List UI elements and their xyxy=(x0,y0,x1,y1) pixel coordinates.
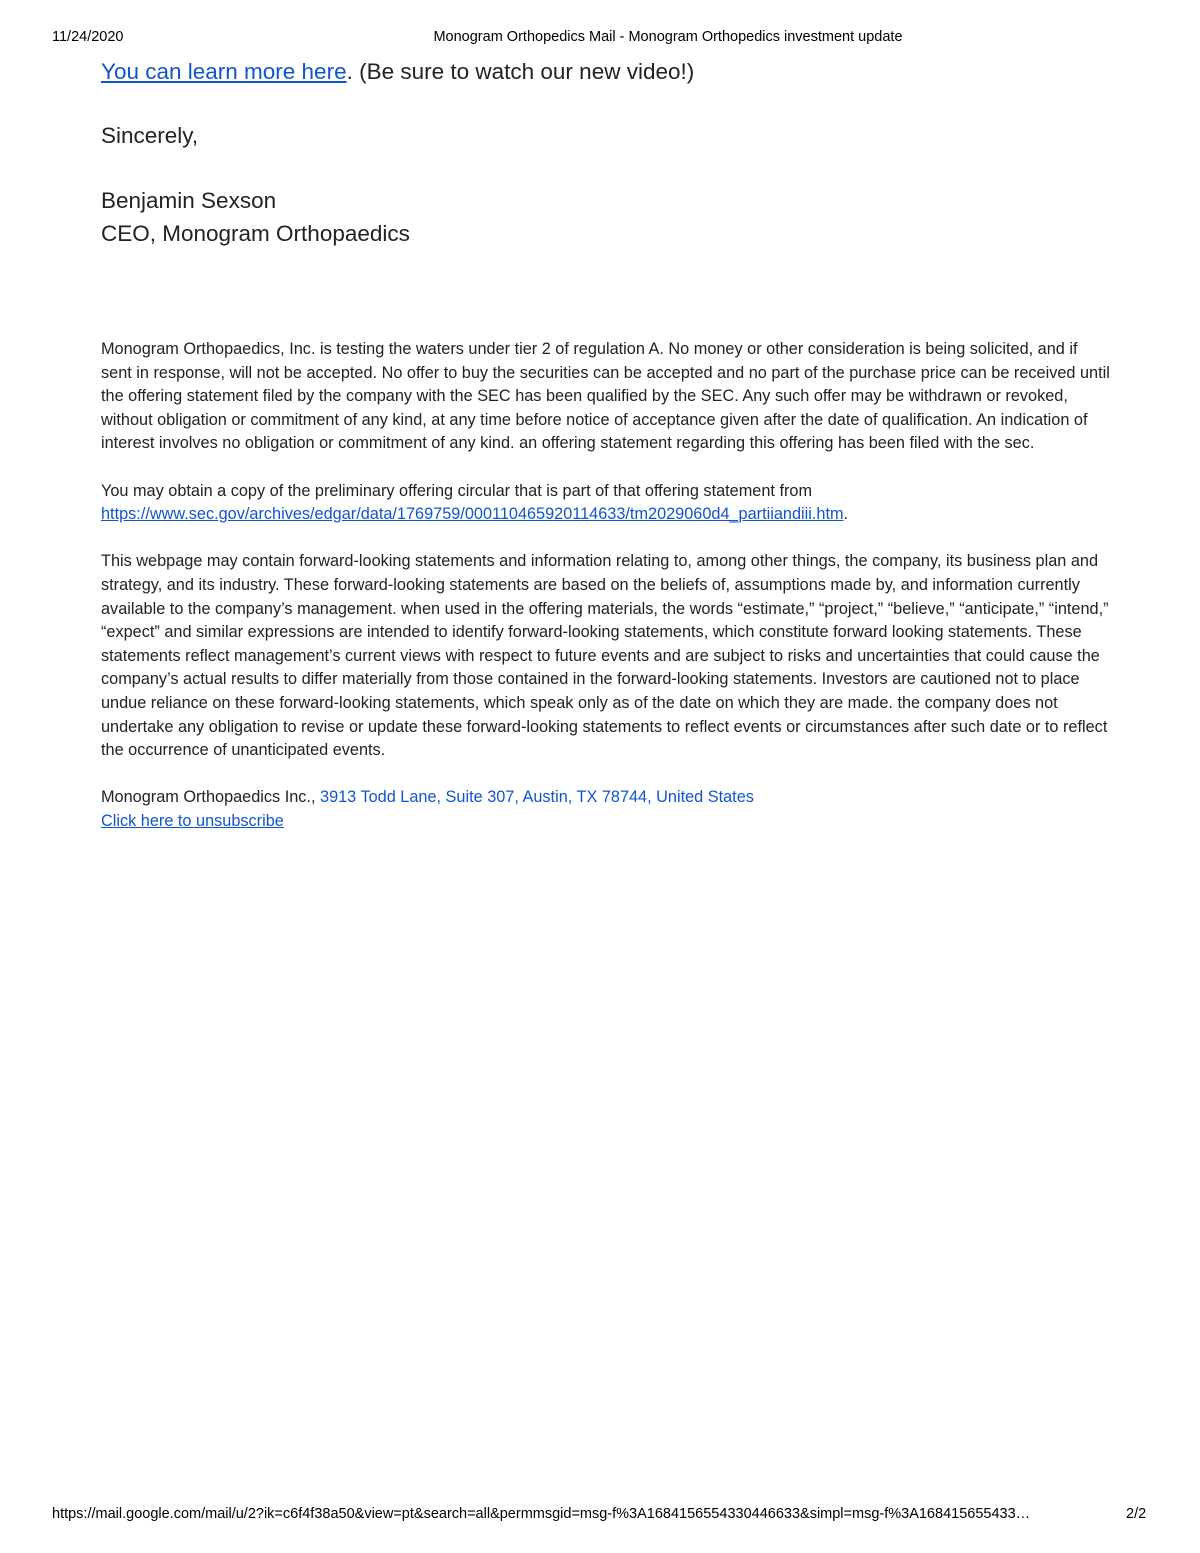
page-number: 2/2 xyxy=(1126,1506,1147,1522)
forward-looking-statement: This webpage may contain forward-looking statements and information relating to, among other things, the company, its business plan and strategy, and its industry. These forward-looking statements are based on the beliefs of, assumptions made by, and information currently available to the company’s management. when used in the offering materials, the words “estimate,” “project,” “believe,” “anticipate,” “intend,” “expect” and similar expressions are intended to identify forward-looking statements, which constitute forward looking statements. These statements reflect management’s current views with respect to future events and are subject to risks and uncertainties that could cause the company’s actual results to differ materially from those contained in the forward-looking statements. Investors are cautioned not to place undue reliance on these forward-looking statements, which speak only as of the date on which they are made. the company does not undertake any obligation to revise or update these forward-looking statements to reflect events or circumstances after such date or to reflect the occurrence of unanticipated events. xyxy=(101,552,1109,760)
company-footer xyxy=(101,786,1111,833)
print-url: https://mail.google.com/mail/u/2?ik=c6f4f38a50&view=pt&search=all&permmsgid=msg-f%3A1684156554330446633&simpl=msg-f%3A168415655433… xyxy=(52,1506,1031,1522)
signer-name: Benjamin Sexson xyxy=(101,188,277,213)
closing: Sincerely, xyxy=(101,123,199,148)
learn-more-link[interactable]: You can learn more here xyxy=(101,59,347,84)
circular-after: . xyxy=(843,505,849,524)
signer-title: CEO, Monogram Orthopaedics xyxy=(101,221,410,246)
company-address: 3913 Todd Lane, Suite 307, Austin, TX 78744, United States xyxy=(320,788,754,807)
print-date: 11/24/2020 xyxy=(52,29,124,45)
signature xyxy=(101,184,1111,250)
circular-text: You may obtain a copy of the preliminary offering circular that is part of that offering statement from xyxy=(101,481,813,500)
unsubscribe-link[interactable]: Click here to unsubscribe xyxy=(101,811,284,830)
regulation-disclaimer: Monogram Orthopaedics, Inc. is testing the waters under tier 2 of regulation A. No money or other consideration is being solicited, and if sent in response, will not be accepted. No offer to buy the securities can be accepted and no part of the purchase price can be received until the offering statement filed by the company with the SEC has been qualified by the SEC. Any such offer may be withdrawn or revoked, without obligation or commitment of any kind, at any time before notice of acceptance given after the date of qualification. An indication of interest involves no obligation or commitment of any kind. an offering statement regarding this offering has been filed with the sec. xyxy=(101,340,1110,453)
intro-line xyxy=(101,56,1111,88)
print-header xyxy=(0,29,1200,49)
print-title: Monogram Orthopedics Mail - Monogram Orthopedics investment update xyxy=(433,29,903,45)
intro-after-text: . (Be sure to watch our new video!) xyxy=(346,59,695,84)
company-name: Monogram Orthopaedics Inc., xyxy=(101,788,316,807)
offering-circular-paragraph xyxy=(101,480,1111,527)
print-footer xyxy=(0,1506,1200,1526)
email-body xyxy=(101,56,1111,857)
sec-filing-link[interactable]: https://www.sec.gov/archives/edgar/data/1769759/000110465920114633/tm2029060d4_partiiandiii.htm xyxy=(101,505,844,524)
disclaimer-section xyxy=(101,338,1111,833)
